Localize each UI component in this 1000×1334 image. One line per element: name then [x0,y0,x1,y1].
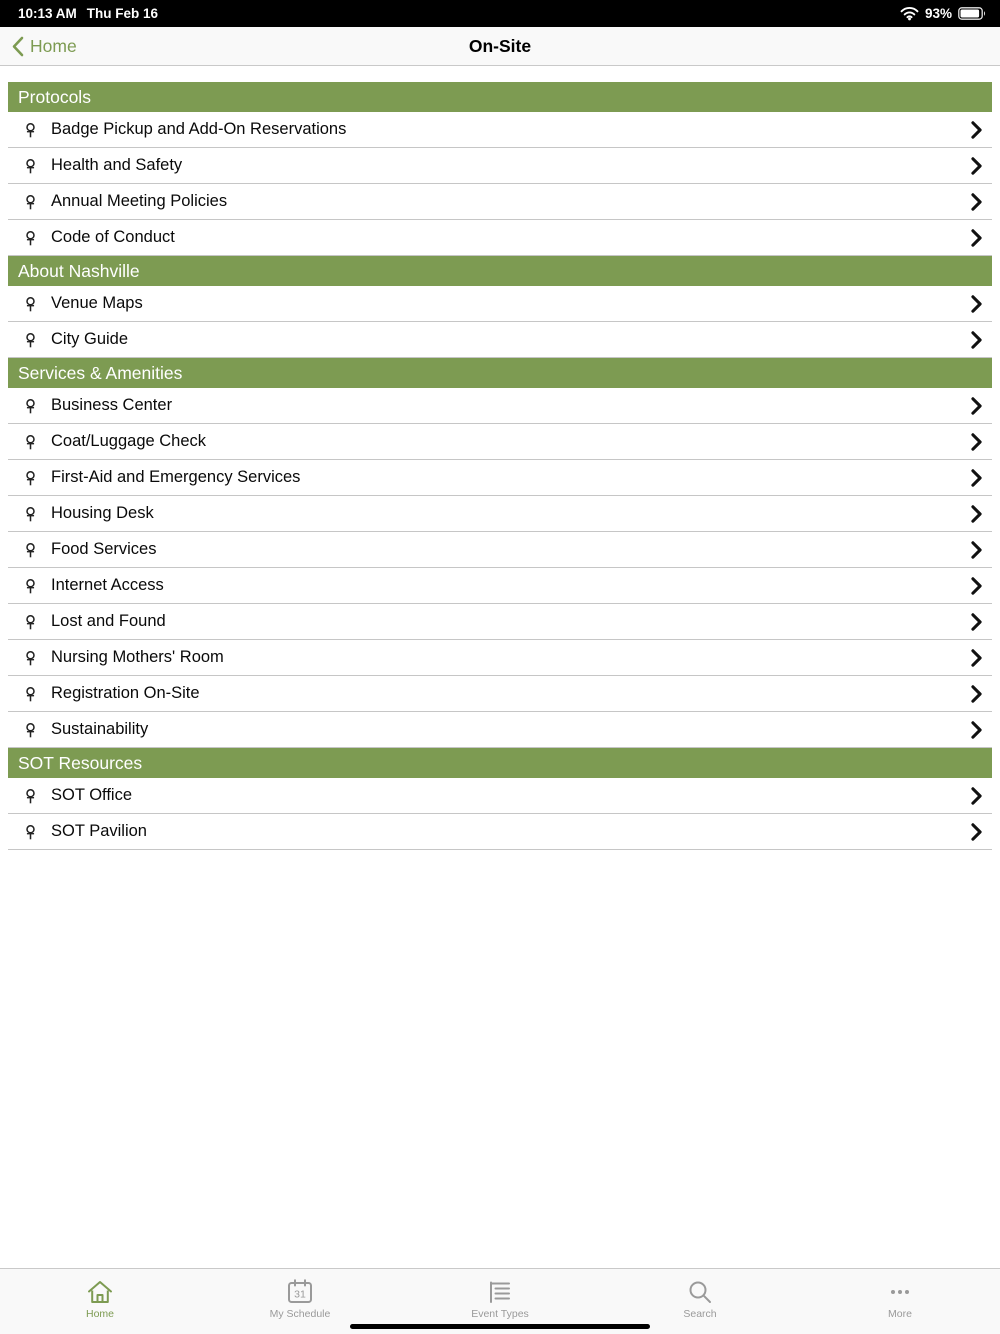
chevron-right-icon [971,397,982,415]
list-item[interactable] [8,496,992,532]
tab-label: My Schedule [269,1308,331,1320]
list-item[interactable] [8,148,992,184]
chevron-right-icon [971,649,982,667]
onsite-list [8,82,992,850]
list-item[interactable] [8,388,992,424]
back-label: Home [30,35,77,56]
list-item-label: Venue Maps [51,294,143,312]
chevron-right-icon [971,823,982,841]
svg-text:31: 31 [294,1288,306,1300]
list-item[interactable] [8,286,992,322]
list-item-label: Health and Safety [51,156,183,174]
pin-icon [21,505,40,523]
wifi-icon [900,6,919,21]
pin-icon [21,157,40,175]
list-item[interactable] [8,184,992,220]
pin-icon [21,541,40,559]
battery-icon [958,7,986,20]
list-item-label: Nursing Mothers' Room [51,648,224,666]
list-item[interactable] [8,220,992,256]
pin-icon [21,433,40,451]
list-item-label: Business Center [51,396,173,414]
pin-icon [21,823,40,841]
list-item[interactable] [8,322,992,358]
list-item[interactable] [8,640,992,676]
status-bar [0,0,1000,27]
list-item-label: Internet Access [51,576,164,594]
chevron-right-icon [971,613,982,631]
list-item-label: SOT Pavilion [51,822,147,840]
tab-label: More [888,1308,912,1320]
pin-icon [21,649,40,667]
pin-icon [21,397,40,415]
tab-label: Search [683,1308,717,1320]
pin-icon [21,685,40,703]
list-item-label: Badge Pickup and Add-On Reservations [51,120,347,138]
tab-home[interactable] [0,1269,200,1334]
list-item[interactable] [8,676,992,712]
pin-icon [21,193,40,211]
back-button[interactable] [12,36,77,57]
status-right [900,6,986,21]
list-item-label: Sustainability [51,720,149,738]
home-indicator[interactable] [350,1324,650,1329]
list-item[interactable] [8,568,992,604]
chevron-right-icon [971,577,982,595]
list-item[interactable] [8,778,992,814]
status-left [18,6,158,21]
chevron-right-icon [971,505,982,523]
ellipsis-icon [886,1278,914,1305]
pin-icon [21,295,40,313]
pin-icon [21,469,40,487]
pin-icon [21,613,40,631]
pin-icon [21,331,40,349]
list-item-label: City Guide [51,330,129,348]
home-icon [86,1278,114,1305]
status-date: Thu Feb 16 [86,6,159,21]
chevron-right-icon [971,469,982,487]
chevron-right-icon [971,721,982,739]
chevron-left-icon [12,36,24,57]
pin-icon [21,787,40,805]
page-title: On-Site [468,35,532,56]
list-item[interactable] [8,460,992,496]
list-item[interactable] [8,424,992,460]
battery-percent: 93% [924,6,952,21]
list-item[interactable] [8,712,992,748]
tab-more[interactable] [800,1269,1000,1334]
chevron-right-icon [971,433,982,451]
list-item-label: Food Services [51,540,157,558]
list-item-label: First-Aid and Emergency Services [51,468,301,486]
list-item[interactable] [8,604,992,640]
chevron-right-icon [971,331,982,349]
pin-icon [21,121,40,139]
calendar-icon [286,1278,314,1305]
section-header: Protocols [8,82,992,112]
section-header: About Nashville [8,256,992,286]
chevron-right-icon [971,121,982,139]
pin-icon [21,577,40,595]
pin-icon [21,229,40,247]
list-item-label: Registration On-Site [51,684,200,702]
section-header: SOT Resources [8,748,992,778]
chevron-right-icon [971,193,982,211]
chevron-right-icon [971,787,982,805]
search-icon [686,1278,714,1305]
list-item-label: Coat/Luggage Check [51,432,207,450]
chevron-right-icon [971,295,982,313]
list-item-label: Lost and Found [51,612,166,630]
tab-label: Event Types [471,1308,529,1320]
chevron-right-icon [971,541,982,559]
list-icon [486,1278,514,1305]
list-item[interactable] [8,532,992,568]
section-header: Services & Amenities [8,358,992,388]
list-item[interactable] [8,112,992,148]
pin-icon [21,721,40,739]
list-item-label: Housing Desk [51,504,154,522]
list-item-label: SOT Office [51,786,133,804]
list-item[interactable] [8,814,992,850]
list-item-label: Code of Conduct [51,228,175,246]
list-item-label: Annual Meeting Policies [51,192,228,210]
status-time: 10:13 AM [18,6,77,21]
nav-bar [0,27,1000,66]
chevron-right-icon [971,157,982,175]
chevron-right-icon [971,229,982,247]
tab-label: Home [85,1308,114,1320]
chevron-right-icon [971,685,982,703]
